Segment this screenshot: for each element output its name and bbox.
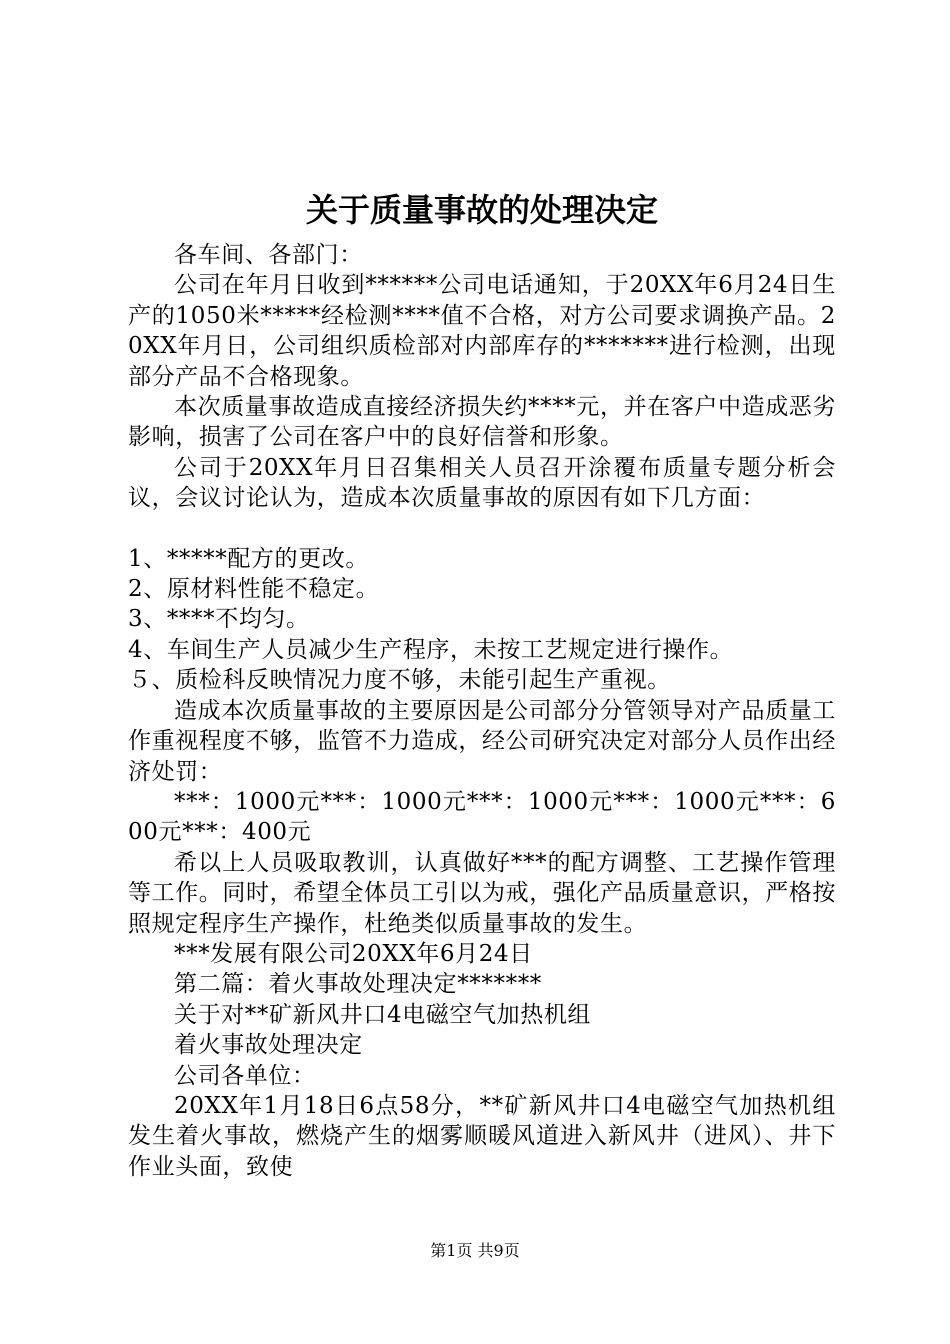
paragraph-penalties: ***：1000元***：1000元***：1000元***：1000元***：600元***：400元 xyxy=(128,788,836,846)
signature-line: ***发展有限公司20XX年6月24日 xyxy=(174,940,533,967)
spacer xyxy=(128,514,836,544)
page-number-footer: 第1页 共9页 xyxy=(430,1241,520,1260)
document-body xyxy=(128,240,836,1182)
reason-item-2: 2、原材料性能不稳定。 xyxy=(128,576,380,603)
document-page xyxy=(128,180,836,1182)
document-title: 关于质量事故的处理决定 xyxy=(305,191,658,229)
reason-item-1: 1、*****配方的更改。 xyxy=(128,545,369,572)
paragraph-fire-incident: 20XX年1月18日6点58分，**矿新风井口4电磁空气加热机组发生着火事故，燃烧产生的烟雾顺暖风道进入新风井（进风）、井下作业头面，致使 xyxy=(128,1092,836,1180)
reason-item-5: ５、质检科反映情况力度不够，未能引起生产重视。 xyxy=(128,667,671,694)
second-title-line-2: 着火事故处理决定 xyxy=(174,1032,363,1059)
paragraph-notice: 公司在年月日收到******公司电话通知，于20XX年6月24日生产的1050米*****经检测****值不合格，对方公司要求调换产品。20XX年月日，公司组织质检部对内部库存的*******进行检测，出现部分产品不合格现象。 xyxy=(128,272,836,390)
paragraph-meeting: 公司于20XX年月日召集相关人员召开涂覆布质量专题分析会议，会议讨论认为，造成本次质量事故的原因有如下几方面： xyxy=(128,454,836,512)
reason-item-4: 4、车间生产人员减少生产程序，未按工艺规定进行操作。 xyxy=(128,636,734,663)
reason-item-3: 3、****不均匀。 xyxy=(128,606,310,633)
paragraph-lesson: 希以上人员吸取教训，认真做好***的配方调整、工艺操作管理等工作。同时，希望全体员工引以为戒，强化产品质量意识，严格按照规定程序生产操作，杜绝类似质量事故的发生。 xyxy=(128,849,836,937)
paragraph-loss: 本次质量事故造成直接经济损失约****元，并在客户中造成恶劣影响，损害了公司在客户中的良好信誉和形象。 xyxy=(128,394,836,451)
second-article-heading: 第二篇：着火事故处理决定******* xyxy=(174,971,542,998)
second-title-line-1: 关于对**矿新风井口4电磁空气加热机组 xyxy=(174,1001,592,1028)
paragraph-cause: 造成本次质量事故的主要原因是公司部分分管领导对产品质量工作重视程度不够，监管不力造成，经公司研究决定对部分人员作出经济处罚： xyxy=(128,697,836,785)
salutation: 各车间、各部门： xyxy=(174,242,363,268)
second-salutation: 公司各单位： xyxy=(174,1062,316,1089)
